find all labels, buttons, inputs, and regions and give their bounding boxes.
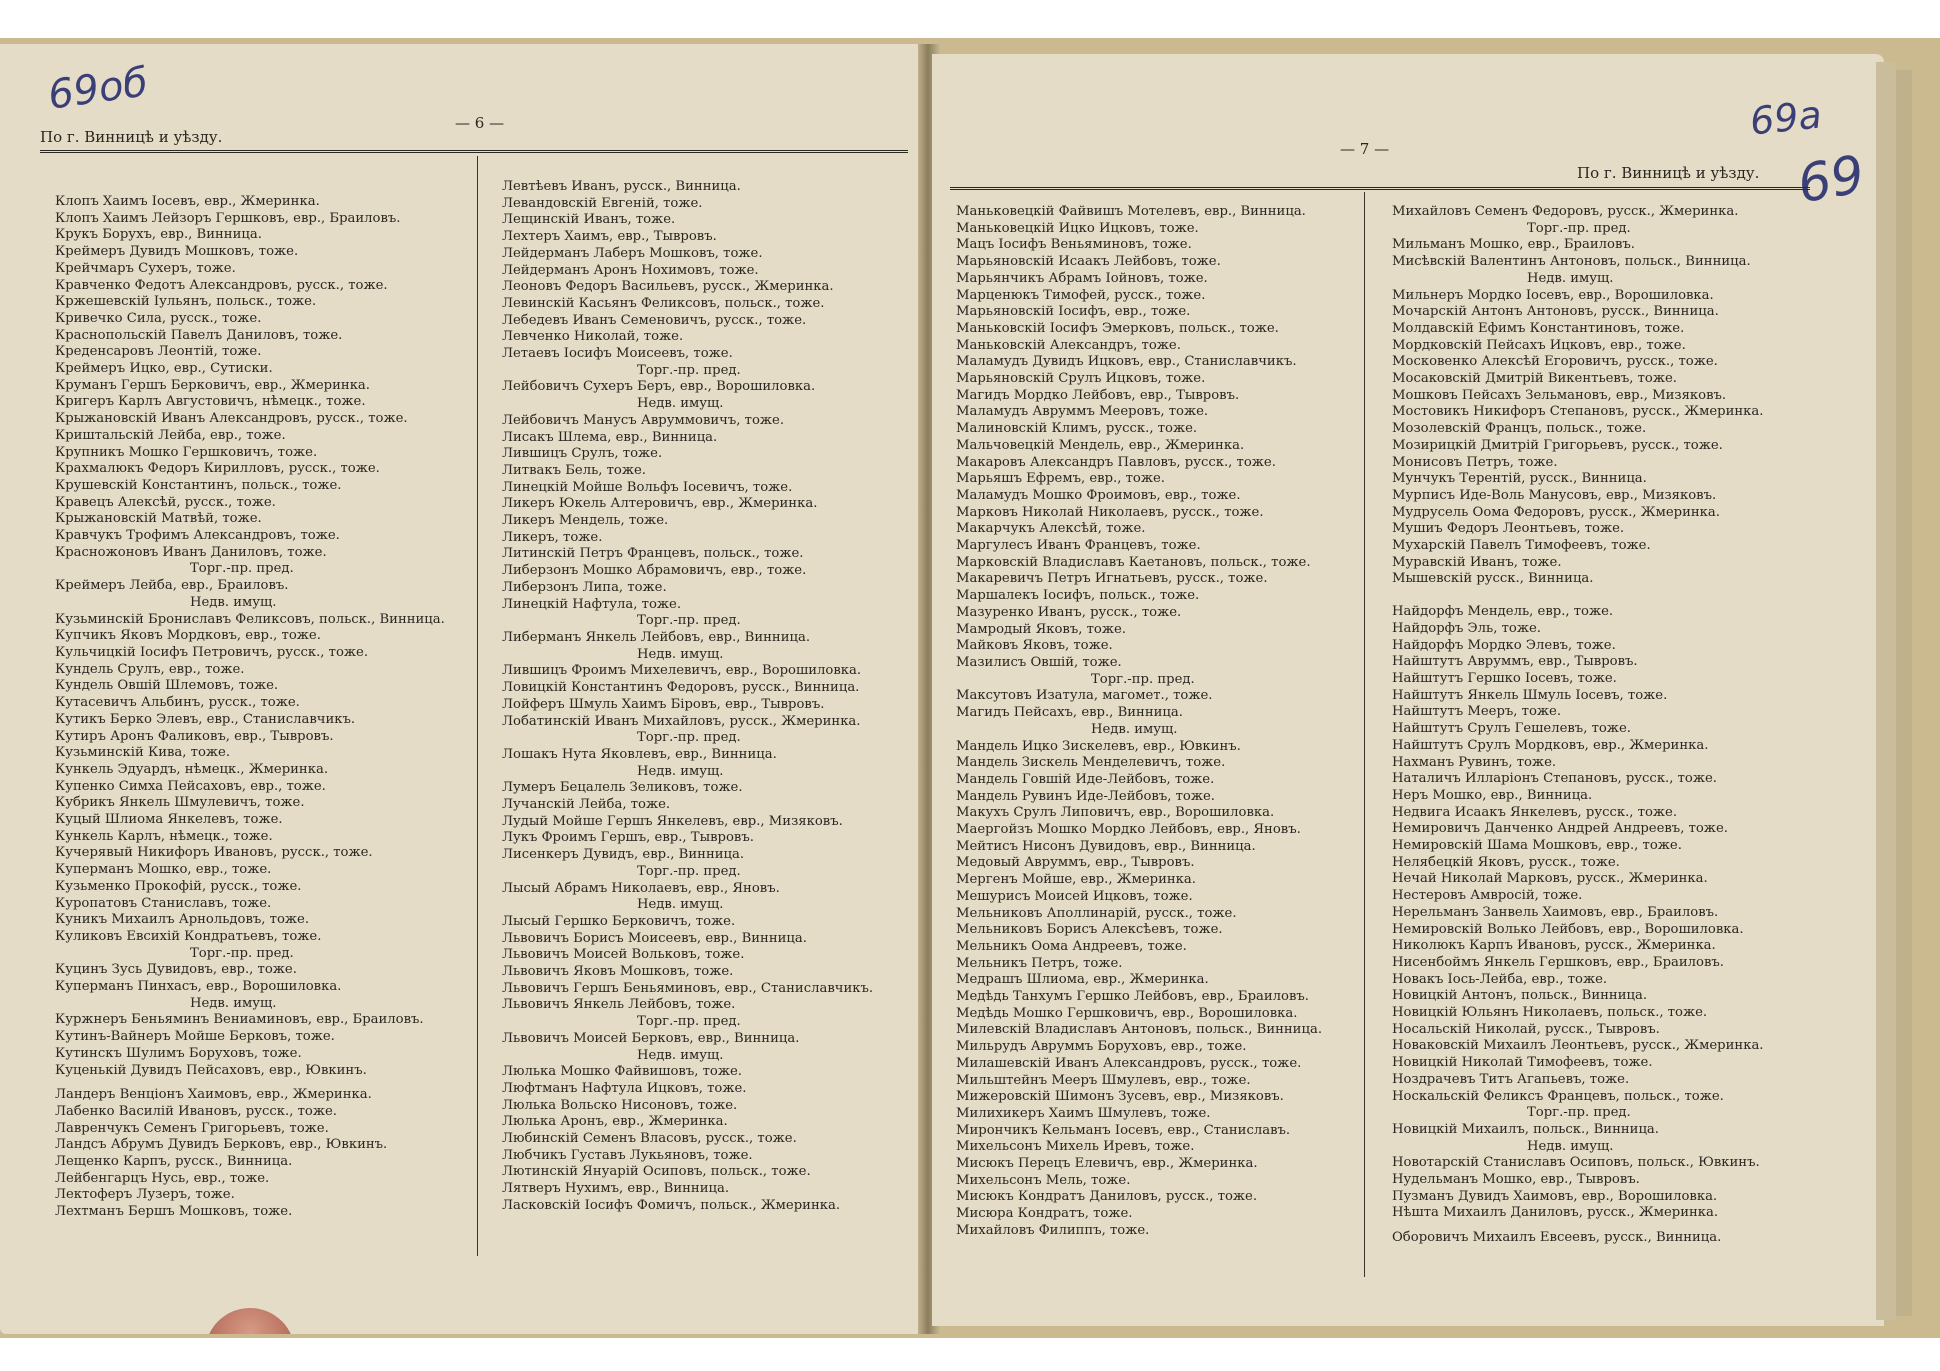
register-entry: Максутовъ Изатула, магомет., тоже. bbox=[956, 688, 1213, 704]
register-entry: Мильнеръ Мордко Іосевъ, евр., Ворошиловка. bbox=[1392, 287, 1714, 303]
register-entry: Лисенкеръ Дувидъ, евр., Винница. bbox=[502, 847, 745, 863]
register-entry: Мельникъ Петръ, тоже. bbox=[956, 955, 1123, 971]
register-entry: Милевскій Владиславъ Антоновъ, польск., Винница. bbox=[956, 1022, 1323, 1038]
register-entry: Нечай Николай Марковъ, русск., Жмеринка. bbox=[1392, 871, 1708, 887]
register-entry: Найштутъ Авруммъ, евр., Тывровъ. bbox=[1392, 654, 1638, 670]
register-entry: Новицкій Николай Тимофеевъ, тоже. bbox=[1392, 1055, 1653, 1071]
register-entry: Лехтманъ Бершъ Мошковъ, тоже. bbox=[55, 1204, 293, 1220]
left-page bbox=[0, 44, 928, 1334]
register-entry: Молдавскій Ефимъ Константиновъ, тоже. bbox=[1392, 320, 1685, 336]
register-entry: Мошковъ Пейсахъ Зельмановъ, евр., Мизяковъ. bbox=[1392, 387, 1727, 403]
register-entry: Мазуренко Иванъ, русск., тоже. bbox=[956, 604, 1182, 620]
register-entry: Мозирицкій Дмитрій Григорьевъ, русск., тоже. bbox=[1392, 437, 1723, 453]
register-entry: Ловицкій Константинъ Федоровъ, русск., Винница. bbox=[502, 680, 860, 696]
thumb bbox=[205, 1308, 295, 1334]
register-entry: Михельсонъ Михель Иревъ, тоже. bbox=[956, 1139, 1195, 1155]
register-entry: Маергойзъ Мошко Мордко Лейбовъ, евр., Яновъ. bbox=[956, 822, 1301, 838]
register-entry: Майковъ Яковъ, тоже. bbox=[956, 638, 1113, 654]
register-entry: Ландеръ Венціонъ Хаимовъ, евр., Жмеринка. bbox=[55, 1087, 372, 1103]
section-subheading: Торг.-пр. пред. bbox=[637, 1014, 741, 1030]
register-entry: Любчикъ Густавъ Лукьяновъ, тоже. bbox=[502, 1147, 753, 1163]
handwritten-folio-left: 69об bbox=[45, 59, 151, 119]
register-entry: Кравченко Федотъ Александровъ, русск., тоже. bbox=[55, 277, 388, 293]
register-entry: Куропатовъ Станиславъ, тоже. bbox=[55, 895, 272, 911]
register-entry: Нѣшта Михаилъ Даниловъ, русск., Жмеринка. bbox=[1392, 1205, 1719, 1221]
register-entry: Кравчукъ Трофимъ Александровъ, тоже. bbox=[55, 528, 340, 544]
register-entry: Маньковскій Александръ, тоже. bbox=[956, 337, 1181, 353]
register-entry: Куржнеръ Беньяминъ Вениаминовъ, евр., Браиловъ. bbox=[55, 1012, 424, 1028]
register-entry: Николюкъ Карпъ Ивановъ, русск., Жмеринка. bbox=[1392, 938, 1716, 954]
register-entry: Нелябецкій Яковъ, русск., тоже. bbox=[1392, 854, 1620, 870]
register-entry: Найштутъ Янкель Шмуль Іосевъ, тоже. bbox=[1392, 687, 1668, 703]
section-subheading: Недв. имущ. bbox=[190, 594, 277, 610]
register-entry: Крахмалюкъ Федоръ Кирилловъ, русск., тоже. bbox=[55, 461, 380, 477]
register-entry: Купенко Симха Пейсаховъ, евр., тоже. bbox=[55, 778, 326, 794]
register-entry: Наталичъ Илларіонъ Степановъ, русск., тоже. bbox=[1392, 771, 1717, 787]
register-entry: Новакъ Іось-Лейба, евр., тоже. bbox=[1392, 971, 1608, 987]
register-entry: Марьяшъ Ефремъ, евр., тоже. bbox=[956, 471, 1165, 487]
register-entry: Креймеръ Лейба, евр., Браиловъ. bbox=[55, 578, 289, 594]
register-entry: Кржешевскій Іульянъ, польск., тоже. bbox=[55, 294, 317, 310]
register-entry: Львовичъ Янкель Лейбовъ, тоже. bbox=[502, 997, 736, 1013]
register-entry: Маньковецкій Ицко Ицковъ, тоже. bbox=[956, 220, 1199, 236]
register-entry: Найштутъ Срулъ Мордковъ, евр., Жмеринка. bbox=[1392, 737, 1709, 753]
register-entry: Немировичъ Данченко Андрей Андреевъ, тоже. bbox=[1392, 821, 1728, 837]
section-subheading: Торг.-пр. пред. bbox=[190, 561, 294, 577]
register-entry: Куликовъ Евсихій Кондратьевъ, тоже. bbox=[55, 928, 322, 944]
register-entry: Кузьминскій Брониславъ Феликсовъ, польск., Винница. bbox=[55, 611, 445, 627]
register-entry: Марьяновскій Исаакъ Лейбовъ, тоже. bbox=[956, 254, 1221, 270]
register-entry: Нахманъ Рувинъ, тоже. bbox=[1392, 754, 1557, 770]
register-entry: Лошакъ Нута Яковлевъ, евр., Винница. bbox=[502, 746, 777, 762]
register-entry: Креденсаровъ Леонтій, тоже. bbox=[55, 344, 262, 360]
register-entry: Линецкій Нафтула, тоже. bbox=[502, 596, 682, 612]
register-entry: Мисюкъ Перецъ Елевичъ, евр., Жмеринка. bbox=[956, 1156, 1258, 1172]
register-entry: Криштальскій Лейба, евр., тоже. bbox=[55, 427, 286, 443]
register-entry: Мухарскій Павелъ Тимофеевъ, тоже. bbox=[1392, 538, 1651, 554]
right-column-1 bbox=[956, 204, 1322, 1240]
register-entry: Куперманъ Пинхасъ, евр., Ворошиловка. bbox=[55, 979, 342, 995]
register-entry: Нестеровъ Амвросій, тоже. bbox=[1392, 888, 1583, 904]
register-entry: Лучанскій Лейба, тоже. bbox=[502, 797, 671, 813]
register-entry: Медрашъ Шлиома, евр., Жмеринка. bbox=[956, 972, 1209, 988]
register-entry: Лебедевъ Иванъ Семеновичъ, русск., тоже. bbox=[502, 312, 807, 328]
register-entry: Новицкій Антонъ, польск., Винница. bbox=[1392, 988, 1648, 1004]
register-entry: Медѣдь Танхумъ Гершко Лейбовъ, евр., Браиловъ. bbox=[956, 989, 1309, 1005]
register-entry: Новицкій Михаилъ, польск., Винница. bbox=[1392, 1121, 1659, 1137]
register-entry: Кузьминскій Кива, тоже. bbox=[55, 745, 231, 761]
register-entry: Милашевскій Иванъ Александровъ, русск., тоже. bbox=[956, 1055, 1302, 1071]
register-entry: Любинскій Семенъ Власовъ, русск., тоже. bbox=[502, 1131, 797, 1147]
register-entry: Мостовикъ Никифоръ Степановъ, русск., Жмеринка. bbox=[1392, 404, 1764, 420]
register-entry: Кундель Овшій Шлемовъ, тоже. bbox=[55, 678, 279, 694]
register-entry: Пузманъ Дувидъ Хаимовъ, евр., Ворошиловка. bbox=[1392, 1188, 1718, 1204]
register-entry: Куцый Шлиома Янкелевъ, тоже. bbox=[55, 812, 283, 828]
register-entry: Куцинъ Зусь Дувидовъ, евр., тоже. bbox=[55, 962, 297, 978]
register-entry: Куперманъ Мошко, евр., тоже. bbox=[55, 862, 272, 878]
register-entry: Мунчукъ Терентій, русск., Винница. bbox=[1392, 471, 1647, 487]
register-entry: Кункель Эдуардъ, нѣмецк., Жмеринка. bbox=[55, 761, 329, 777]
register-entry: Куценькій Дувидъ Пейсаховъ, евр., Ювкинъ. bbox=[55, 1062, 367, 1078]
register-entry: Неръ Мошко, евр., Винница. bbox=[1392, 787, 1593, 803]
register-entry: Крупникъ Мошко Гершковичъ, тоже. bbox=[55, 444, 318, 460]
register-entry: Люлька Аронъ, евр., Жмеринка. bbox=[502, 1114, 728, 1130]
register-entry: Леоновъ Федоръ Васильевъ, русск., Жмеринка. bbox=[502, 279, 834, 295]
register-entry: Ласковскій Іосифъ Фомичъ, польск., Жмеринка. bbox=[502, 1197, 841, 1213]
register-entry: Лещенко Карпъ, русск., Винница. bbox=[55, 1154, 293, 1170]
section-subheading: Недв. имущ. bbox=[1527, 1138, 1614, 1154]
register-entry: Немировскій Волько Лейбовъ, евр., Ворошиловка. bbox=[1392, 921, 1744, 937]
register-entry: Кубрикъ Янкель Шмулевичъ, тоже. bbox=[55, 795, 305, 811]
register-entry: Макухъ Срулъ Липовичъ, евр., Ворошиловка. bbox=[956, 805, 1275, 821]
register-entry: Лившицъ Срулъ, тоже. bbox=[502, 446, 663, 462]
left-running-header: По г. Винницѣ и уѣзду. bbox=[40, 128, 223, 146]
register-entry: Львовичъ Яковъ Мошковъ, тоже. bbox=[502, 964, 734, 980]
column-spacer bbox=[1392, 596, 1764, 604]
register-entry: Ландсъ Абрумъ Дувидъ Берковъ, евр., Ювкинъ. bbox=[55, 1137, 388, 1153]
register-entry: Маньковскій Іосифъ Эмерковъ, польск., тоже. bbox=[956, 320, 1279, 336]
register-entry: Маргулесъ Иванъ Францевъ, тоже. bbox=[956, 538, 1201, 554]
register-entry: Мисюкъ Кондратъ Даниловъ, русск., тоже. bbox=[956, 1189, 1258, 1205]
register-entry: Левченко Николай, тоже. bbox=[502, 329, 684, 345]
register-entry: Лехтеръ Хаимъ, евр., Тывровъ. bbox=[502, 229, 717, 245]
register-entry: Макаровъ Александръ Павловъ, русск., тоже. bbox=[956, 454, 1276, 470]
register-entry: Макарчукъ Алексѣй, тоже. bbox=[956, 521, 1146, 537]
register-entry: Кривечко Сила, русск., тоже. bbox=[55, 310, 262, 326]
right-header-rule bbox=[950, 187, 1810, 190]
register-entry: Магидъ Пейсахъ, евр., Винница. bbox=[956, 705, 1183, 721]
register-entry: Маршалекъ Іосифъ, польск., тоже. bbox=[956, 588, 1200, 604]
register-entry: Маламудъ Дувидъ Ицковъ, евр., Станиславчикъ. bbox=[956, 354, 1297, 370]
register-entry: Либерзонъ Липа, тоже. bbox=[502, 579, 667, 595]
register-entry: Мурписъ Иде-Воль Манусовъ, евр., Мизяковъ. bbox=[1392, 487, 1717, 503]
section-subheading: Недв. имущ. bbox=[190, 995, 277, 1011]
register-entry: Мудрусель Оома Федоровъ, русск., Жмеринка. bbox=[1392, 504, 1720, 520]
register-entry: Клопъ Хаимъ Іосевъ, евр., Жмеринка. bbox=[55, 194, 320, 209]
right-page-number: — 7 — bbox=[1340, 140, 1390, 158]
register-entry: Люфтманъ Нафтула Ицковъ, тоже. bbox=[502, 1080, 747, 1096]
column-spacer bbox=[55, 1079, 445, 1087]
register-entry: Либерманъ Янкель Лейбовъ, евр., Винница. bbox=[502, 629, 811, 645]
register-entry: Ликеръ, тоже. bbox=[502, 529, 603, 545]
register-entry: Марценюкъ Тимофей, русск., тоже. bbox=[956, 287, 1206, 303]
register-entry: Мильрудъ Авруммъ Боруховъ, евр., тоже. bbox=[956, 1039, 1247, 1055]
register-entry: Марьяновскій Іосифъ, евр., тоже. bbox=[956, 304, 1191, 320]
section-subheading: Торг.-пр. пред. bbox=[637, 730, 741, 746]
column-spacer bbox=[1392, 1222, 1764, 1230]
register-entry: Мельниковъ Борисъ Алексѣевъ, тоже. bbox=[956, 922, 1223, 938]
register-entry: Литвакъ Бель, тоже. bbox=[502, 462, 647, 478]
register-entry: Мисюра Кондратъ, тоже. bbox=[956, 1206, 1133, 1222]
section-subheading: Торг.-пр. пред. bbox=[637, 863, 741, 879]
register-entry: Оборовичъ Михаилъ Евсеевъ, русск., Винница. bbox=[1392, 1230, 1722, 1246]
register-entry: Мельникъ Оома Андреевъ, тоже. bbox=[956, 938, 1187, 954]
register-entry: Лисакъ Шлема, евр., Винница. bbox=[502, 429, 718, 445]
left-column-divider bbox=[477, 156, 478, 1256]
right-page bbox=[932, 54, 1884, 1326]
column-spacer bbox=[1392, 588, 1764, 596]
register-entry: Кутинъ-Вайнеръ Мойше Берковъ, тоже. bbox=[55, 1029, 335, 1045]
register-entry: Кучерявый Никифоръ Ивановъ, русск., тоже. bbox=[55, 845, 373, 861]
register-entry: Михайловъ Филиппъ, тоже. bbox=[956, 1222, 1150, 1238]
register-entry: Найштутъ Мееръ, тоже. bbox=[1392, 704, 1562, 720]
section-subheading: Торг.-пр. пред. bbox=[1527, 220, 1631, 236]
register-entry: Найштутъ Гершко Іосевъ, тоже. bbox=[1392, 670, 1617, 686]
register-entry: Кункель Карлъ, нѣмецк., тоже. bbox=[55, 828, 273, 844]
register-entry: Крукъ Борухъ, евр., Винница. bbox=[55, 227, 262, 243]
register-entry: Михельсонъ Мель, тоже. bbox=[956, 1172, 1131, 1188]
register-entry: Клопъ Хаимъ Лейзоръ Гершковъ, евр., Браиловъ. bbox=[55, 210, 401, 226]
register-entry: Мордковскій Пейсахъ Ицковъ, евр., тоже. bbox=[1392, 337, 1686, 353]
register-entry: Львовичъ Моисей Берковъ, евр., Винница. bbox=[502, 1030, 800, 1046]
handwritten-folio-right-1: 69а bbox=[1747, 92, 1824, 144]
register-entry: Лукъ Фроимъ Гершъ, евр., Тывровъ. bbox=[502, 830, 754, 846]
right-column-2 bbox=[1392, 204, 1764, 1247]
left-column-1 bbox=[55, 194, 445, 1221]
register-entry: Недвига Исаакъ Янкелевъ, русск., тоже. bbox=[1392, 804, 1678, 820]
section-subheading: Торг.-пр. пред. bbox=[1091, 671, 1195, 687]
register-entry: Маламудъ Авруммъ Мееровъ, тоже. bbox=[956, 404, 1209, 420]
left-column-2 bbox=[502, 179, 873, 1215]
section-subheading: Недв. имущ. bbox=[637, 897, 724, 913]
right-column-divider bbox=[1364, 192, 1365, 1277]
register-entry: Лектоферъ Лузеръ, тоже. bbox=[55, 1187, 235, 1203]
register-entry: Линецкій Мойше Вольфъ Іосевичъ, тоже. bbox=[502, 479, 793, 495]
register-entry: Лейбенгарцъ Нусь, евр., тоже. bbox=[55, 1170, 270, 1186]
register-entry: Кузьменко Прокофій, русск., тоже. bbox=[55, 878, 302, 894]
section-subheading: Недв. имущ. bbox=[637, 763, 724, 779]
register-entry: Милихикеръ Хаимъ Шмулевъ, тоже. bbox=[956, 1105, 1211, 1121]
register-entry: Мозолевскій Францъ, польск., тоже. bbox=[1392, 421, 1647, 437]
register-entry: Круманъ Гершъ Берковичъ, евр., Жмеринка. bbox=[55, 377, 370, 393]
register-entry: Маламудъ Мошко Фроимовъ, евр., тоже. bbox=[956, 487, 1241, 503]
register-entry: Новотарскій Станиславъ Осиповъ, польск., Ювкинъ. bbox=[1392, 1155, 1760, 1171]
register-entry: Медѣдь Мошко Гершковичъ, евр., Ворошиловка. bbox=[956, 1005, 1298, 1021]
section-subheading: Торг.-пр. пред. bbox=[637, 613, 741, 629]
section-subheading: Недв. имущ. bbox=[637, 1047, 724, 1063]
register-entry: Левтѣевъ Иванъ, русск., Винница. bbox=[502, 179, 741, 194]
register-entry: Кутиръ Аронъ Фаликовъ, евр., Тывровъ. bbox=[55, 728, 334, 744]
register-entry: Либерзонъ Мошко Абрамовичъ, евр., тоже. bbox=[502, 563, 807, 579]
register-entry: Лойферъ Шмуль Хаимъ Біровъ, евр., Тывровъ. bbox=[502, 696, 825, 712]
register-entry: Краснопольскій Павелъ Даниловъ, тоже. bbox=[55, 327, 343, 343]
register-entry: Московенко Алексѣй Егоровичъ, русск., тоже. bbox=[1392, 354, 1718, 370]
register-entry: Нерельманъ Занвель Хаимовъ, евр., Браиловъ. bbox=[1392, 904, 1719, 920]
register-entry: Мочарскій Антонъ Антоновъ, русск., Винница. bbox=[1392, 304, 1719, 320]
register-entry: Монисовъ Петръ, тоже. bbox=[1392, 454, 1558, 470]
register-entry: Кутинскъ Шулимъ Боруховъ, тоже. bbox=[55, 1045, 302, 1061]
register-entry: Мушиъ Федоръ Леонтьевъ, тоже. bbox=[1392, 521, 1625, 537]
register-entry: Лабенко Василій Ивановъ, русск., тоже. bbox=[55, 1103, 337, 1119]
left-page-number: — 6 — bbox=[455, 114, 505, 132]
register-entry: Мышевскій русск., Винница. bbox=[1392, 571, 1594, 587]
register-entry: Мосаковскій Дмитрій Викентьевъ, тоже. bbox=[1392, 371, 1677, 387]
register-entry: Лысый Гершко Берковичъ, тоже. bbox=[502, 913, 736, 929]
register-entry: Мейтисъ Нисонъ Дувидовъ, евр., Винница. bbox=[956, 838, 1256, 854]
register-entry: Лятверъ Нухимъ, евр., Винница. bbox=[502, 1181, 730, 1197]
register-entry: Найдорфъ Мендель, евр., тоже. bbox=[1392, 604, 1614, 620]
register-entry: Львовичъ Борисъ Моисеевъ, евр., Винница. bbox=[502, 930, 807, 946]
register-entry: Ноздрачевъ Титъ Агапьевъ, тоже. bbox=[1392, 1071, 1630, 1087]
handwritten-folio-right-2: 69 bbox=[1793, 144, 1869, 216]
register-entry: Лумеръ Бецалель Зеликовъ, тоже. bbox=[502, 780, 743, 796]
register-entry: Марьянчикъ Абрамъ Іойновъ, тоже. bbox=[956, 270, 1208, 286]
register-entry: Немировскій Шама Мошковъ, евр., тоже. bbox=[1392, 838, 1682, 854]
register-entry: Мандель Рувинъ Иде-Лейбовъ, тоже. bbox=[956, 788, 1215, 804]
right-running-header: По г. Винницѣ и уѣзду. bbox=[1577, 164, 1760, 182]
register-entry: Нисенбоймъ Янкель Гершковъ, евр., Браиловъ. bbox=[1392, 954, 1724, 970]
register-entry: Люлька Мошко Файвишовъ, тоже. bbox=[502, 1064, 742, 1080]
register-entry: Кутикъ Берко Элевъ, евр., Станиславчикъ. bbox=[55, 711, 356, 727]
register-entry: Лютинскій Януарій Осиповъ, польск., тоже. bbox=[502, 1164, 811, 1180]
register-entry: Лейбовичъ Сухеръ Беръ, евр., Ворошиловка. bbox=[502, 379, 816, 395]
register-entry: Мандель Ицко Зискелевъ, евр., Ювкинъ. bbox=[956, 738, 1241, 754]
register-entry: Мамродый Яковъ, тоже. bbox=[956, 621, 1126, 637]
register-entry: Новицкій Юльянъ Николаевъ, польск., тоже. bbox=[1392, 1005, 1708, 1021]
left-header-rule bbox=[40, 150, 908, 153]
register-entry: Мергенъ Мойше, евр., Жмеринка. bbox=[956, 872, 1196, 888]
register-entry: Литинскій Петръ Францевъ, польск., тоже. bbox=[502, 546, 804, 562]
register-entry: Кравецъ Алексѣй, русск., тоже. bbox=[55, 494, 276, 510]
register-entry: Мандель Говшій Иде-Лейбовъ, тоже. bbox=[956, 771, 1215, 787]
register-entry: Красножоновъ Иванъ Даниловъ, тоже. bbox=[55, 544, 327, 560]
register-entry: Марковскій Владиславъ Каетановъ, польск., тоже. bbox=[956, 554, 1311, 570]
register-entry: Купчикъ Яковъ Мордковъ, евр., тоже. bbox=[55, 628, 321, 644]
register-entry: Носальскій Николай, русск., Тывровъ. bbox=[1392, 1021, 1660, 1037]
section-subheading: Торг.-пр. пред. bbox=[190, 945, 294, 961]
register-entry: Крушевскій Константинъ, польск., тоже. bbox=[55, 477, 342, 493]
section-subheading: Недв. имущ. bbox=[1527, 270, 1614, 286]
register-entry: Мильманъ Мошко, евр., Браиловъ. bbox=[1392, 237, 1635, 253]
register-entry: Лещинскій Иванъ, тоже. bbox=[502, 212, 676, 228]
register-entry: Мандель Зискель Менделевичъ, тоже. bbox=[956, 755, 1226, 771]
register-entry: Найдорфъ Мордко Элевъ, тоже. bbox=[1392, 637, 1616, 653]
register-entry: Крыжановскій Матвѣй, тоже. bbox=[55, 511, 262, 527]
register-entry: Медовый Авруммъ, евр., Тывровъ. bbox=[956, 855, 1195, 871]
register-entry: Макаревичъ Петръ Игнатьевъ, русск., тоже. bbox=[956, 571, 1268, 587]
register-entry: Маньковецкій Файвишъ Мотелевъ, евр., Винница. bbox=[956, 204, 1306, 219]
register-entry: Лысый Абрамъ Николаевъ, евр., Яновъ. bbox=[502, 880, 780, 896]
register-entry: Ликеръ Юкель Алтеровичъ, евр., Жмеринка. bbox=[502, 496, 818, 512]
register-entry: Креймеръ Ицко, евр., Сутиски. bbox=[55, 361, 273, 377]
register-entry: Носкальскій Феликсъ Францевъ, польск., тоже. bbox=[1392, 1088, 1724, 1104]
register-entry: Найштутъ Срулъ Гешелевъ, тоже. bbox=[1392, 721, 1631, 737]
register-entry: Крейчмаръ Сухеръ, тоже. bbox=[55, 260, 236, 276]
page-edge-stack-2 bbox=[1896, 70, 1912, 1316]
register-entry: Магидъ Мордко Лейбовъ, евр., Тывровъ. bbox=[956, 387, 1240, 403]
register-entry: Мирончикъ Кельманъ Іосевъ, евр., Станиславъ. bbox=[956, 1122, 1291, 1138]
register-entry: Мисѣвскій Валентинъ Антоновъ, польск., Винница. bbox=[1392, 254, 1751, 270]
register-entry: Летаевъ Іосифъ Моисеевъ, тоже. bbox=[502, 346, 733, 362]
register-entry: Найдорфъ Эль, тоже. bbox=[1392, 620, 1541, 636]
register-entry: Кригеръ Карлъ Августовичъ, нѣмецк., тоже. bbox=[55, 394, 366, 410]
register-entry: Лавренчукъ Семенъ Григорьевъ, тоже. bbox=[55, 1120, 329, 1136]
section-subheading: Недв. имущ. bbox=[1091, 721, 1178, 737]
register-entry: Люлька Вольско Нисоновъ, тоже. bbox=[502, 1097, 738, 1113]
section-subheading: Недв. имущ. bbox=[637, 646, 724, 662]
register-entry: Левандовскій Евгеній, тоже. bbox=[502, 195, 703, 211]
register-entry: Марьяновскій Срулъ Ицковъ, тоже. bbox=[956, 371, 1206, 387]
register-entry: Мазилисъ Овшій, тоже. bbox=[956, 654, 1122, 670]
register-entry: Мижеровскій Шимонъ Зусевъ, евр., Мизяковъ. bbox=[956, 1089, 1284, 1105]
register-entry: Ликеръ Мендель, тоже. bbox=[502, 513, 669, 529]
section-subheading: Недв. имущ. bbox=[637, 396, 724, 412]
register-entry: Лудый Мойше Гершъ Янкелевъ, евр., Мизяковъ. bbox=[502, 813, 843, 829]
register-entry: Мильштейнъ Мееръ Шмулевъ, евр., тоже. bbox=[956, 1072, 1251, 1088]
register-entry: Куникъ Михаилъ Арнольдовъ, тоже. bbox=[55, 912, 310, 928]
register-entry: Мельниковъ Аполлинарій, русск., тоже. bbox=[956, 905, 1237, 921]
register-entry: Лейдерманъ Лаберъ Мошковъ, тоже. bbox=[502, 245, 763, 261]
register-entry: Лившицъ Фроимъ Михелевичъ, евр., Ворошиловка. bbox=[502, 663, 862, 679]
register-entry: Мешурисъ Моисей Ицковъ, тоже. bbox=[956, 888, 1193, 904]
register-entry: Нудельманъ Мошко, евр., Тывровъ. bbox=[1392, 1172, 1640, 1188]
section-subheading: Торг.-пр. пред. bbox=[1527, 1105, 1631, 1121]
register-entry: Кутасевичъ Альбинъ, русск., тоже. bbox=[55, 695, 300, 711]
register-entry: Кундель Срулъ, евр., тоже. bbox=[55, 661, 245, 677]
register-entry: Михайловъ Семенъ Федоровъ, русск., Жмеринка. bbox=[1392, 204, 1739, 219]
register-entry: Лобатинскій Иванъ Михайловъ, русск., Жмеринка. bbox=[502, 713, 861, 729]
register-entry: Лейдерманъ Аронъ Нохимовъ, тоже. bbox=[502, 262, 759, 278]
page-edge-stack-1 bbox=[1876, 62, 1896, 1320]
register-entry: Львовичъ Гершъ Беньяминовъ, евр., Станиславчикъ. bbox=[502, 980, 874, 996]
register-entry: Левинскій Касьянъ Феликсовъ, польск., тоже. bbox=[502, 295, 825, 311]
register-entry: Новаковскій Михаилъ Леонтьевъ, русск., Жмеринка. bbox=[1392, 1038, 1764, 1054]
register-entry: Мальчовецкій Мендель, евр., Жмеринка. bbox=[956, 437, 1245, 453]
register-entry: Креймеръ Дувидъ Мошковъ, тоже. bbox=[55, 244, 299, 260]
register-entry: Кульчицкій Іосифъ Петровичъ, русск., тоже. bbox=[55, 644, 369, 660]
register-entry: Муравскій Иванъ, тоже. bbox=[1392, 554, 1562, 570]
register-entry: Львовичъ Моисей Вольковъ, тоже. bbox=[502, 947, 745, 963]
section-subheading: Торг.-пр. пред. bbox=[637, 362, 741, 378]
register-entry: Лейбовичъ Манусъ Авруммовичъ, тоже. bbox=[502, 412, 785, 428]
register-entry: Мацъ Іосифъ Веньяминовъ, тоже. bbox=[956, 237, 1192, 253]
register-entry: Крыжановскій Иванъ Александровъ, русск., тоже. bbox=[55, 411, 408, 427]
register-entry: Малиновскій Климъ, русск., тоже. bbox=[956, 421, 1198, 437]
register-entry: Марковъ Николай Николаевъ, русск., тоже. bbox=[956, 504, 1264, 520]
